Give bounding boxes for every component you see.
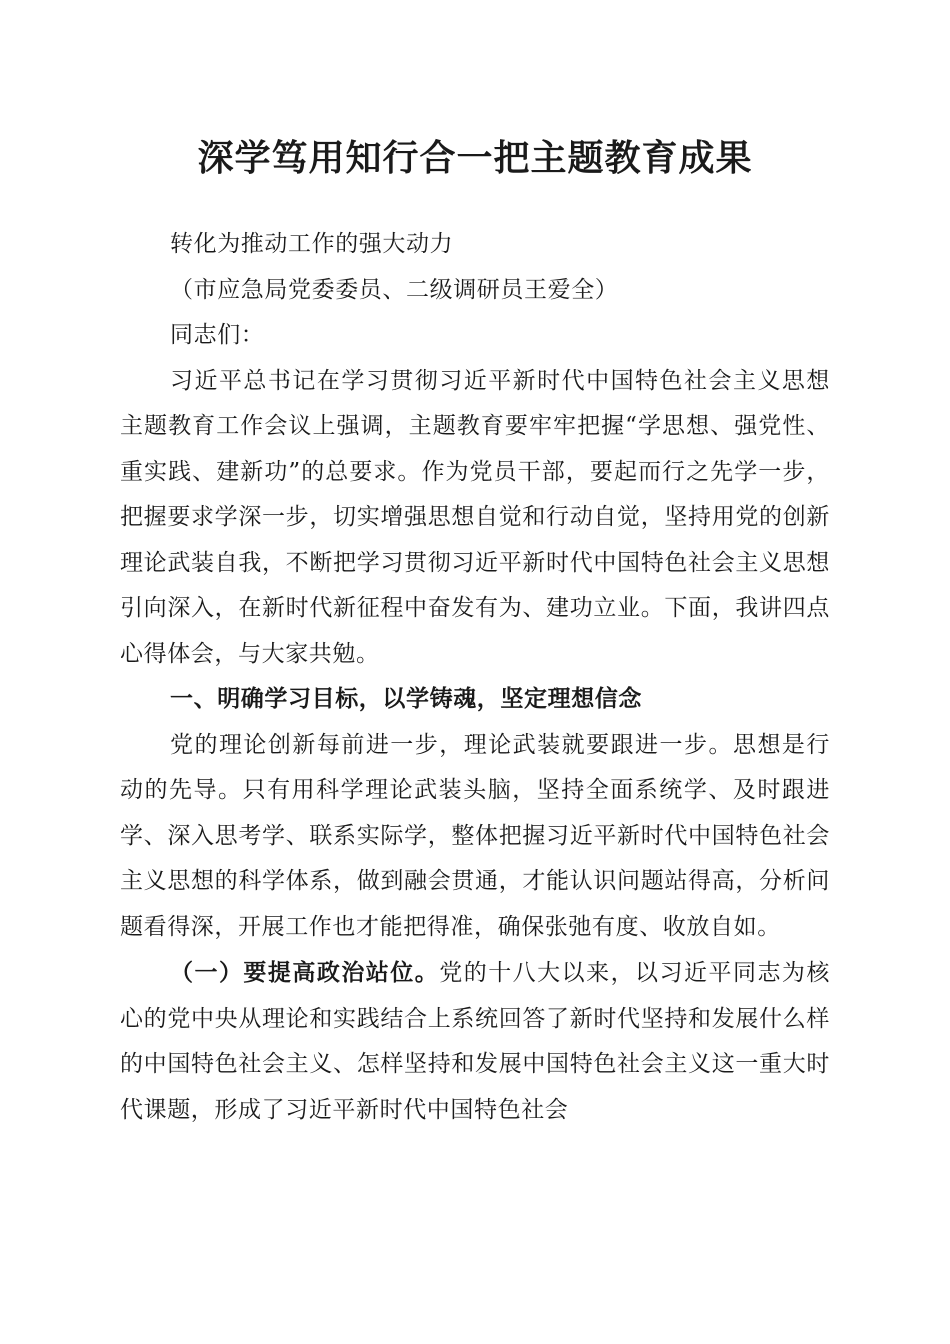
salutation: 同志们： [170,322,265,348]
document-title: 深学笃用知行合一把主题教育成果 [197,137,753,179]
section-1-paragraph: 党的理论创新每前进一步，理论武装就要跟进一步。思想是行动的先导。只有用科学理论武装头脑，坚持全面系统学、及时跟进学、深入思考学、联系实际学，整体把握习近平新时代中国特色社会主义思想的科学体系，做到融会贯通，才能认识问题站得高，分析问题看得深，开展工作也才能把得准，确保张弛有度、收放自如。 [120,731,830,940]
subsection-1-paragraph [120,950,830,1133]
section-heading-1: 一、明确学习目标，以学铸魂，坚定理想信念 [170,686,642,712]
subsection-1-text: 党的十八大以来，以习近平同志为核心的党中央从理论和实践结合上系统回答了新时代坚持和发展什么样的中国特色社会主义、怎样坚持和发展中国特色社会主义这一重大时代课题，形成了习近平新时代中国特色社会 [120,960,830,1123]
document-subtitle: 转化为推动工作的强大动力 [170,231,454,257]
document-author: （市应急局党委委员、二级调研员王爱全） [170,276,619,303]
document-body [120,222,830,1133]
intro-paragraph: 习近平总书记在学习贯彻习近平新时代中国特色社会主义思想主题教育工作会议上强调，主题教育要牢牢把握“学思想、强党性、重实践、建新功”的总要求。作为党员干部，要起而行之先学一步，把握要求学深一步，切实增强思想自觉和行动自觉，坚持用党的创新理论武装自我，不断把学习贯彻习近平新时代中国特色社会主义思想引向深入，在新时代新征程中奋发有为、建功立业。下面，我讲四点心得体会，与大家共勉。 [120,367,830,667]
subsection-1-lead: （一）要提高政治站位。 [170,959,440,986]
